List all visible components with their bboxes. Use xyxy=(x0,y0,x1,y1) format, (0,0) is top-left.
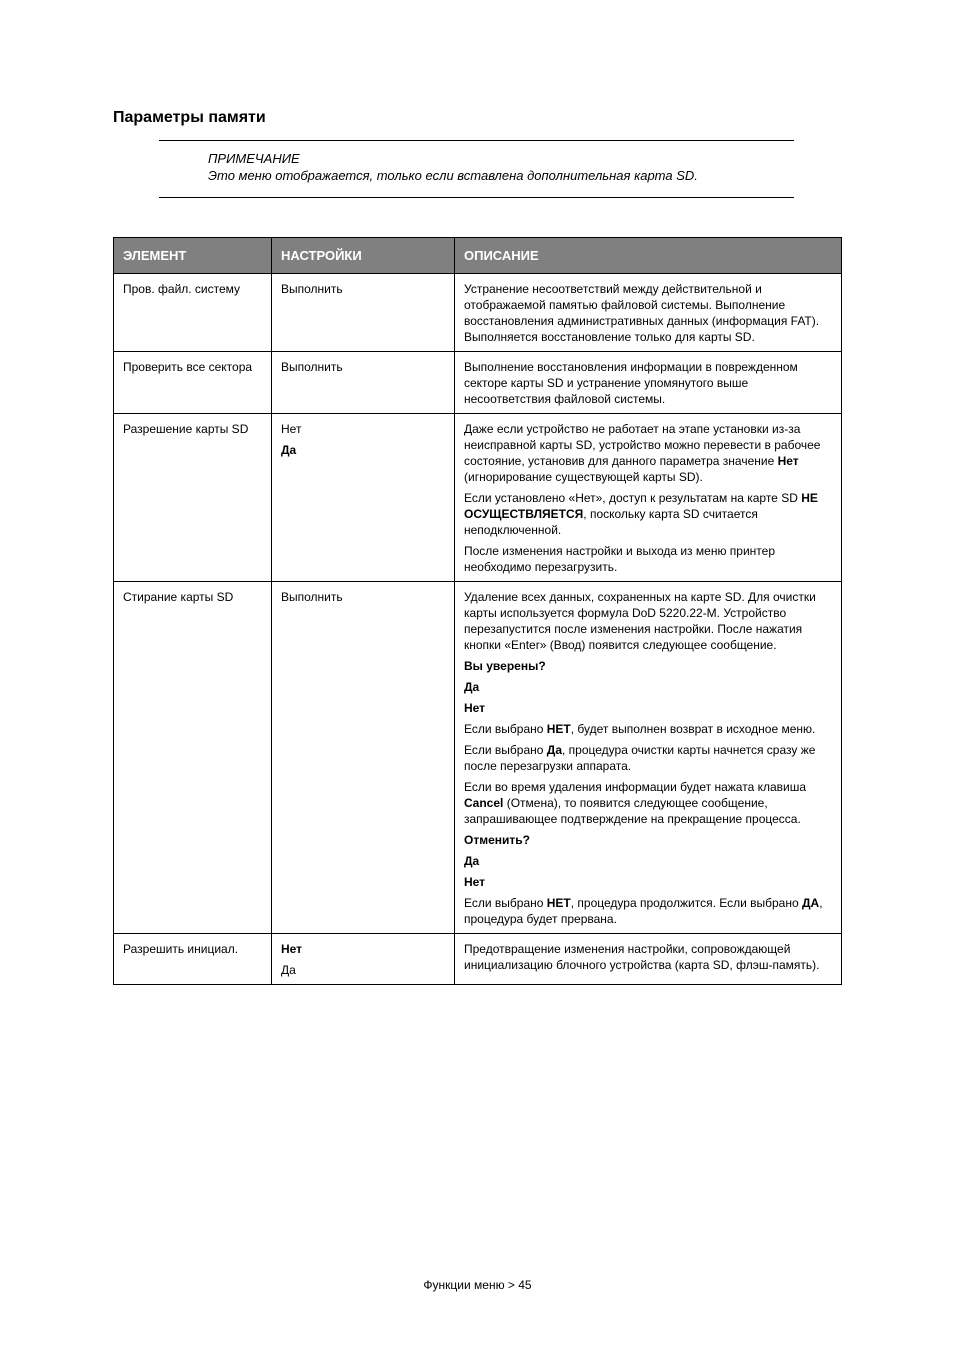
description-paragraph: Если выбрано Да, процедура очистки карты начнется сразу же после перезагрузки аппарата. xyxy=(464,743,816,773)
prompt-option: Нет xyxy=(464,875,486,889)
section-title: Параметры памяти xyxy=(113,109,266,126)
description-paragraph: Устранение несоответствий между действительной и отображаемой памятью файловой системы. Выполнение восстановления административных данных (информация FAT). Выполняется восстановление только для карты SD. xyxy=(464,282,820,344)
settings-cell xyxy=(272,414,455,582)
setting-option: Да xyxy=(281,963,296,977)
description-paragraph: После изменения настройки и выхода из меню принтер необходимо перезагрузить. xyxy=(464,544,775,574)
prompt-option: Да xyxy=(464,854,480,868)
table-header-row xyxy=(114,238,842,274)
description-paragraph: Выполнение восстановления информации в поврежденном секторе карты SD и устранение упомянутого выше несоответствия файловой системы. xyxy=(464,360,798,406)
description-paragraph: Удаление всех данных, сохраненных на карте SD. Для очистки карты используется формула DoD 5220.22-M. Устройство перезапустится после изменения настройки. После нажатия кнопки «Enter» (Ввод) появится следующее сообщение. xyxy=(464,590,816,652)
table-row xyxy=(114,934,842,985)
table-row xyxy=(114,352,842,414)
note-text: Это меню отображается, только если вставлена дополнительная карта SD. xyxy=(208,168,698,183)
table-row xyxy=(114,582,842,934)
page-footer: Функции меню > 45 xyxy=(423,1278,532,1292)
description-paragraph: Даже если устройство не работает на этапе установки из-за неисправной карты SD, устройство можно перевести в рабочее состояние, установив для данного параметра значение Нет (игнорирование существующей карты SD). xyxy=(464,422,821,484)
setting-option: Выполнить xyxy=(281,590,343,604)
settings-cell xyxy=(272,352,455,414)
note-label: ПРИМЕЧАНИЕ xyxy=(208,151,300,166)
item-cell: Проверить все сектора xyxy=(114,352,272,414)
header-description: ОПИСАНИЕ xyxy=(455,238,842,274)
prompt-message: Отменить? xyxy=(464,833,530,847)
header-settings: НАСТРОЙКИ xyxy=(272,238,455,274)
item-cell: Разрешить инициал. xyxy=(114,934,272,985)
settings-cell xyxy=(272,582,455,934)
setting-option: Нет xyxy=(281,422,302,436)
setting-option-default: Да xyxy=(281,443,297,457)
prompt-option: Да xyxy=(464,680,480,694)
setting-option: Выполнить xyxy=(281,360,343,374)
description-cell xyxy=(455,582,842,934)
item-cell: Пров. файл. систему xyxy=(114,274,272,352)
table-row xyxy=(114,414,842,582)
description-cell xyxy=(455,274,842,352)
item-cell: Разрешение карты SD xyxy=(114,414,272,582)
item-cell: Стирание карты SD xyxy=(114,582,272,934)
setting-option-default: Нет xyxy=(281,942,303,956)
note-block xyxy=(208,150,698,184)
table-row xyxy=(114,274,842,352)
description-paragraph: Если выбрано НЕТ, процедура продолжится. Если выбрано ДА, процедура будет прервана. xyxy=(464,896,823,926)
note-top-rule xyxy=(159,140,794,141)
settings-cell xyxy=(272,934,455,985)
description-paragraph: Если установлено «Нет», доступ к результатам на карте SD НЕ ОСУЩЕСТВЛЯЕТСЯ, поскольку карта SD считается неподключенной. xyxy=(464,491,818,537)
prompt-option: Нет xyxy=(464,701,486,715)
description-cell xyxy=(455,352,842,414)
memory-settings-table xyxy=(113,237,842,985)
description-cell xyxy=(455,414,842,582)
description-paragraph: Предотвращение изменения настройки, сопровождающей инициализацию блочного устройства (карта SD, флэш-память). xyxy=(464,942,820,972)
note-bottom-rule xyxy=(159,197,794,198)
header-item: ЭЛЕМЕНТ xyxy=(114,238,272,274)
description-paragraph: Если во время удаления информации будет нажата клавиша Cancel (Отмена), то появится следующее сообщение, запрашивающее подтверждение на прекращение процесса. xyxy=(464,780,807,826)
prompt-message: Вы уверены? xyxy=(464,659,546,673)
setting-option: Выполнить xyxy=(281,282,343,296)
description-cell xyxy=(455,934,842,985)
settings-cell xyxy=(272,274,455,352)
description-paragraph: Если выбрано НЕТ, будет выполнен возврат в исходное меню. xyxy=(464,722,816,736)
